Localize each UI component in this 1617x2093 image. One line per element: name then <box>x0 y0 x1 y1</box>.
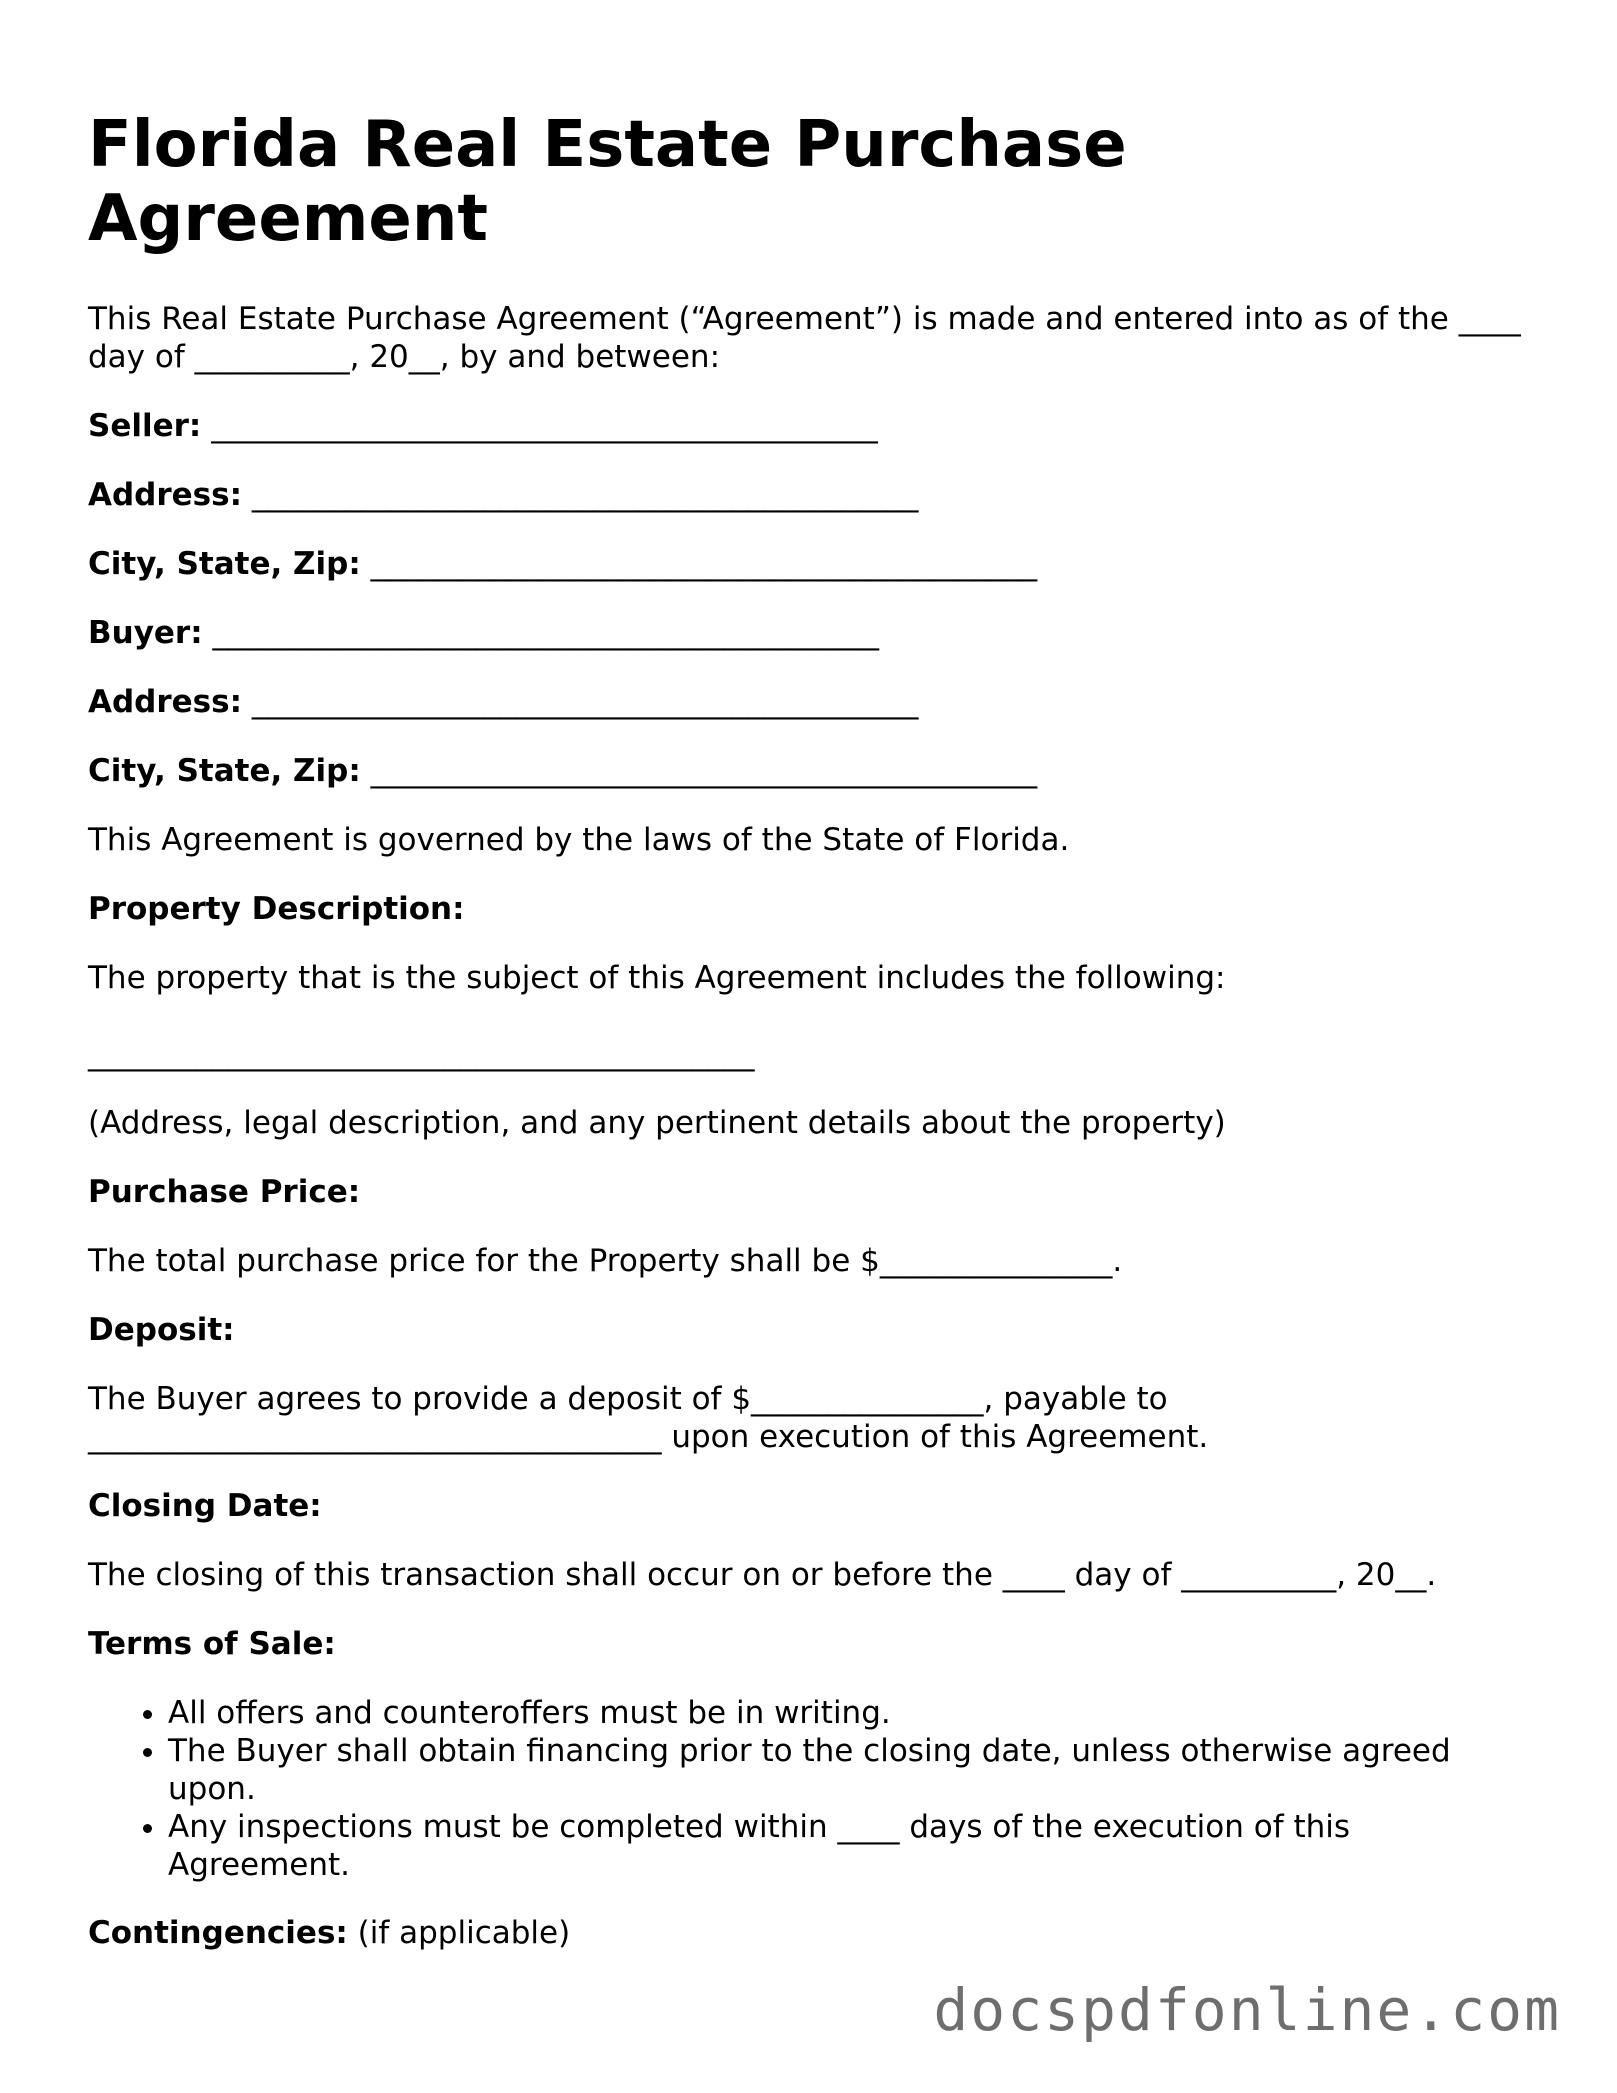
buyer-address-blank: ___________________________________________ <box>251 684 919 720</box>
seller-city-line <box>88 545 1528 583</box>
price-heading: Purchase Price: <box>88 1174 361 1210</box>
document-title: Florida Real Estate Purchase Agreement <box>88 108 1127 256</box>
list-item: • The Buyer shall obtain financing prior to the closing date, unless otherwise agreed upon. <box>168 1732 1528 1808</box>
seller-address-blank: ___________________________________________ <box>251 477 919 513</box>
seller-blank: ___________________________________________ <box>211 408 878 444</box>
governing-law: This Agreement is governed by the laws of the State of Florida. <box>88 822 1070 858</box>
intro-paragraph: This Real Estate Purchase Agreement (“Agreement”) is made and entered into as of the ____ day of __________, 20__, by and between: <box>88 301 1521 375</box>
closing-heading: Closing Date: <box>88 1488 322 1524</box>
buyer-label: Buyer: <box>88 615 203 651</box>
terms-heading: Terms of Sale: <box>88 1626 336 1662</box>
buyer-city-label: City, State, Zip: <box>88 753 361 789</box>
contingencies-line <box>88 1914 1528 1952</box>
seller-city-blank: ___________________________________________ <box>370 546 1038 582</box>
buyer-city-blank: ___________________________________________ <box>370 753 1038 789</box>
buyer-blank: ___________________________________________ <box>212 615 879 651</box>
contingencies-heading: Contingencies: <box>88 1915 348 1951</box>
price-text: The total purchase price for the Property shall be $_______________. <box>88 1243 1123 1279</box>
seller-address-label: Address: <box>88 477 242 513</box>
terms-list <box>88 1694 1528 1884</box>
document-page <box>88 108 1528 1983</box>
seller-line <box>88 407 1528 445</box>
seller-address-line <box>88 476 1528 514</box>
property-text: The property that is the subject of this Agreement includes the following: <box>88 960 1226 996</box>
deposit-text: The Buyer agrees to provide a deposit of $_______________, payable to _____________________________________ upon execution of this Agreement. <box>88 1381 1209 1455</box>
watermark-text: docspdfonline.com <box>933 1976 1561 2044</box>
list-item: • Any inspections must be completed within ____ days of the execution of this Agreement. <box>168 1808 1528 1884</box>
list-item: • All offers and counteroffers must be in writing. <box>168 1694 1528 1732</box>
property-heading: Property Description: <box>88 891 465 927</box>
buyer-city-line <box>88 752 1528 790</box>
contingencies-note: (if applicable) <box>357 1915 571 1951</box>
seller-label: Seller: <box>88 408 202 444</box>
buyer-address-line <box>88 683 1528 721</box>
property-note: (Address, legal description, and any pertinent details about the property) <box>88 1105 1226 1141</box>
property-blank: ___________________________________________ <box>88 1036 755 1072</box>
closing-text: The closing of this transaction shall occur on or before the ____ day of __________, 20__. <box>88 1557 1437 1593</box>
buyer-line <box>88 614 1528 652</box>
buyer-address-label: Address: <box>88 684 242 720</box>
seller-city-label: City, State, Zip: <box>88 546 361 582</box>
deposit-heading: Deposit: <box>88 1312 235 1348</box>
